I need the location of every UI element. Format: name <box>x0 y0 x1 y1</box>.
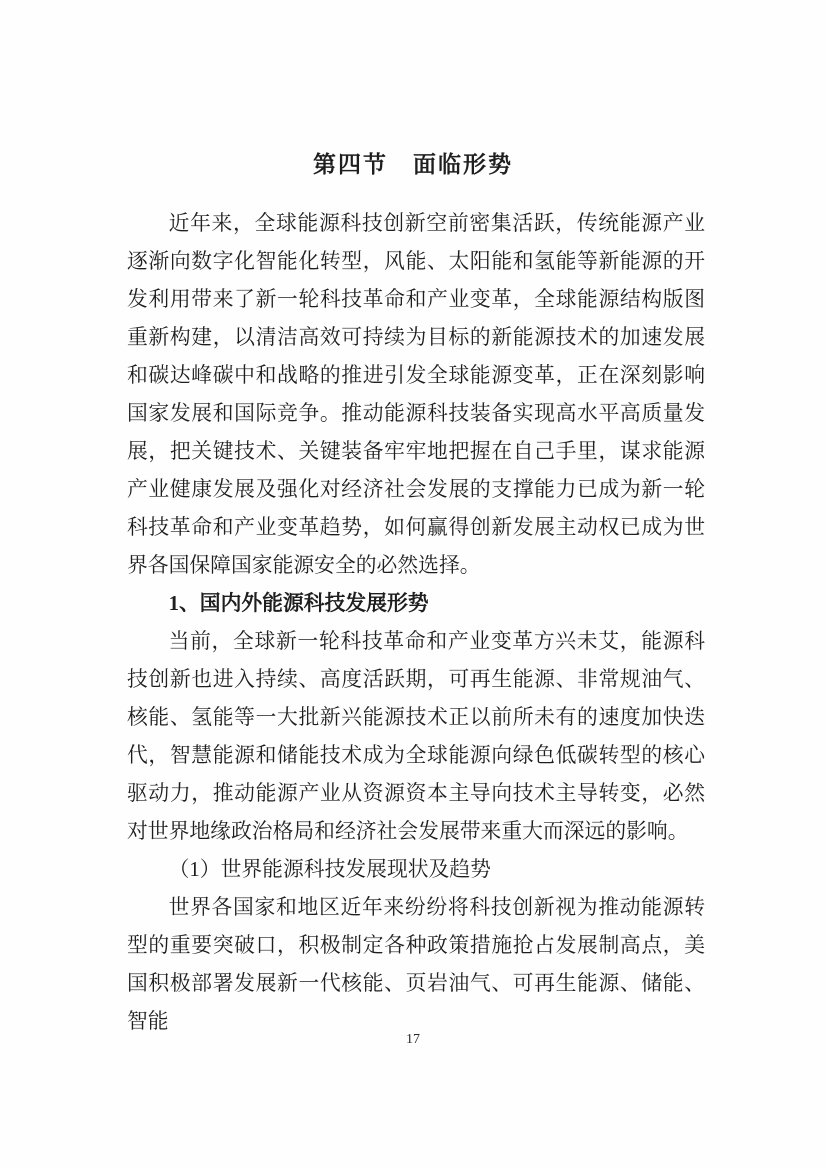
paragraph: 近年来，全球能源科技创新空前密集活跃，传统能源产业逐渐向数字化智能化转型，风能、太阳能和氢能等新能源的开发利用带来了新一轮科技革命和产业变革，全球能源结构版图重新构建，以清洁高效可持续为目标的新能源技术的加速发展和碳达峰碳中和战略的推进引发全球能源变革，正在深刻影响国家发展和国际竞争。推动能源科技装备实现高水平高质量发展，把关键技术、关键装备牢牢地把握在自己手里，谋求能源产业健康发展及强化对经济社会发展的支撑能力已成为新一轮科技革命和产业变革趋势，如何赢得创新发展主动权已成为世界各国保障国家能源安全的必然选择。 <box>127 212 705 577</box>
subheading: （1）世界能源科技发展现状及趋势 <box>168 858 491 881</box>
paragraph: 世界各国家和地区近年来纷纷将科技创新视为推动能源转型的重要突破口，积极制定各种政策措施抢占发展制高点，美国积极部署发展新一代核能、页岩油气、可再生能源、储能、智能 <box>127 896 705 1033</box>
paragraph: 当前，全球新一轮科技革命和产业变革方兴未艾，能源科技创新也进入持续、高度活跃期，可再生能源、非常规油气、核能、氢能等一大批新兴能源技术正以前所未有的速度加快迭代，智慧能源和储能技术成为全球能源向绿色低碳转型的核心驱动力，推动能源产业从资源资本主导向技术主导转变，必然对世界地缘政治格局和经济社会发展带来重大而深远的影响。 <box>127 630 705 843</box>
section-title: 第四节 面临形势 <box>313 152 513 177</box>
heading: 1、国内外能源科技发展形势 <box>168 592 429 615</box>
page-number: 17 <box>406 1032 420 1047</box>
document-body <box>127 205 705 1041</box>
